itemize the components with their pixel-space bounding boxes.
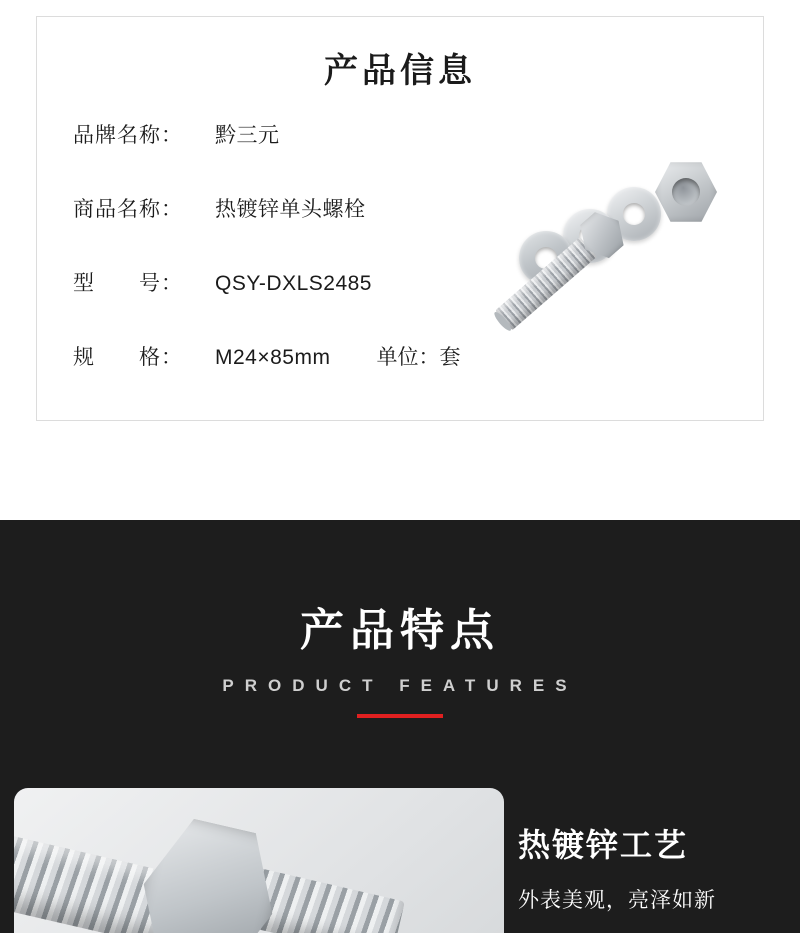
product-info-title: 产品信息	[324, 52, 476, 90]
feature-photo	[14, 788, 504, 933]
feature-caption-title: 热镀锌工艺	[518, 827, 689, 863]
info-row-brand	[73, 119, 493, 193]
info-row-model	[73, 267, 493, 341]
product-info-rows	[73, 119, 493, 415]
nut-hole-icon	[672, 178, 700, 206]
nut-icon	[655, 161, 717, 223]
info-label-unit: 单位：	[376, 346, 440, 369]
features-divider	[357, 714, 443, 718]
features-subtitle: PRODUCT FEATURES	[222, 676, 578, 695]
feature-caption	[518, 820, 800, 914]
info-row-product-name	[73, 193, 493, 267]
bolt-icon	[493, 209, 629, 333]
info-value-brand: 黔三元	[215, 124, 280, 147]
feature-caption-text: 外表美观，亮泽如新	[518, 889, 716, 912]
info-value-spec: M24×85mm	[215, 346, 331, 369]
info-value-unit: 套	[439, 346, 461, 369]
info-value-model: QSY-DXLS2485	[215, 272, 372, 295]
product-photo	[461, 113, 719, 343]
features-title: 产品特点	[300, 606, 500, 655]
info-label-model: 型 号：	[73, 272, 183, 295]
info-label-spec: 规 格：	[73, 346, 183, 369]
info-label-brand: 品牌名称：	[73, 124, 183, 147]
info-row-spec	[73, 341, 493, 415]
product-info-card	[36, 16, 764, 421]
info-value-product-name: 热镀锌单头螺栓	[215, 198, 366, 221]
info-label-product-name: 商品名称：	[73, 198, 183, 221]
product-features-section	[0, 520, 800, 933]
